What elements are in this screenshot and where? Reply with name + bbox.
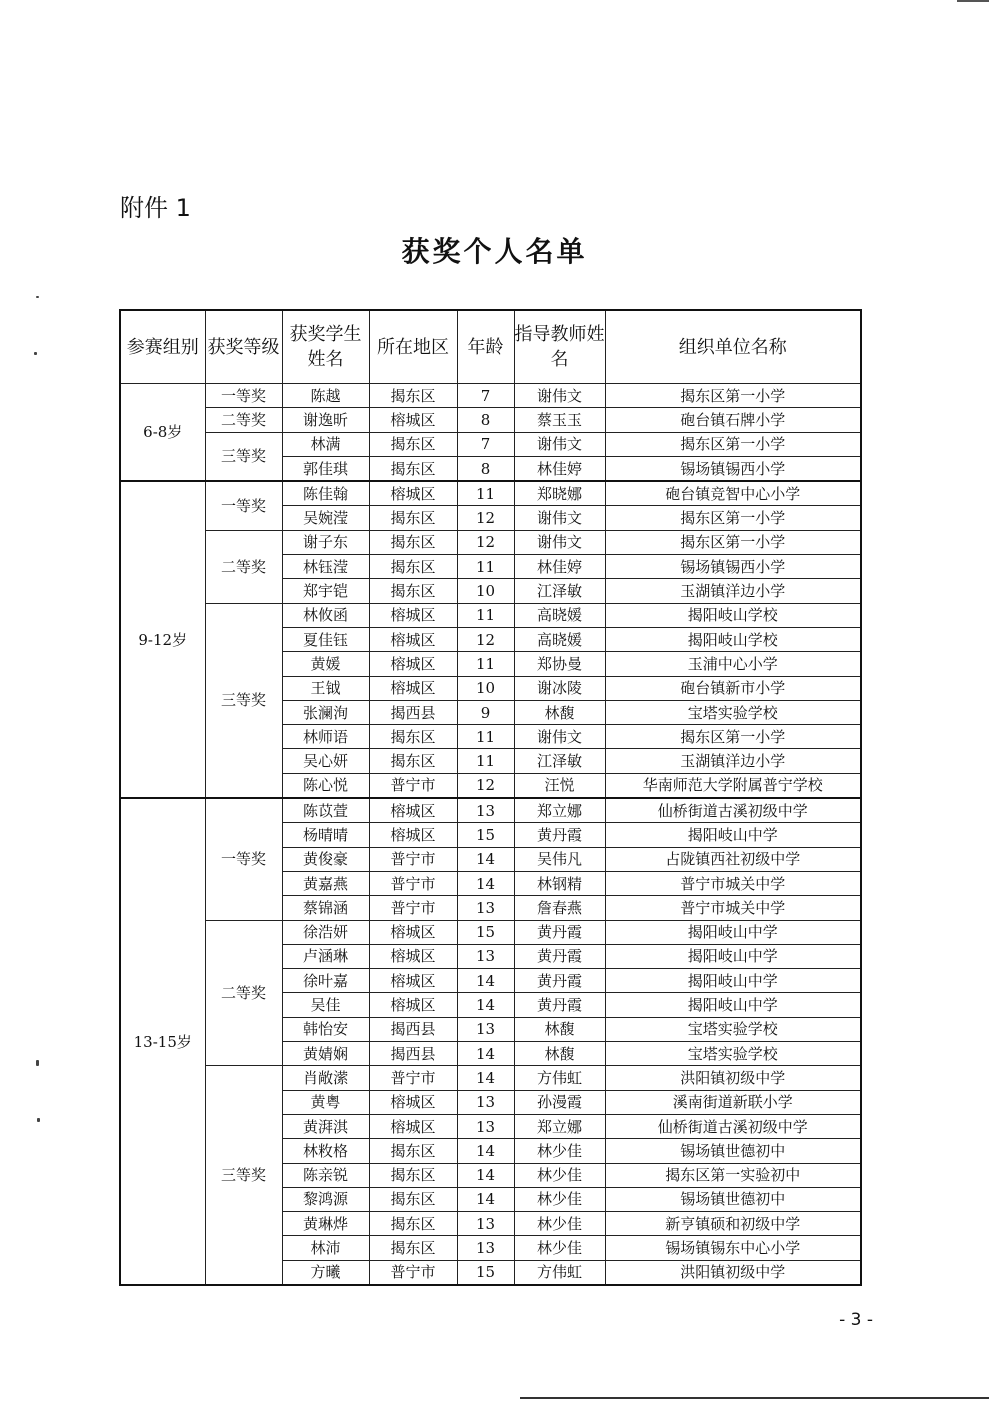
org-cell: 锡场镇世德初中: [605, 1187, 861, 1211]
student-cell: 林师语: [282, 725, 369, 749]
attachment-label: 附件 1: [120, 194, 191, 222]
teacher-cell: 方伟虹: [514, 1260, 605, 1285]
age-cell: 12: [457, 506, 514, 530]
teacher-cell: 谢伟文: [514, 432, 605, 456]
region-cell: 揭东区: [369, 579, 457, 603]
teacher-cell: 高晓媛: [514, 627, 605, 651]
age-cell: 11: [457, 555, 514, 579]
age-cell: 14: [457, 993, 514, 1017]
student-cell: 林攸函: [282, 603, 369, 627]
region-cell: 榕城区: [369, 823, 457, 847]
student-cell: 林沛: [282, 1236, 369, 1260]
student-cell: 黄琳烨: [282, 1212, 369, 1236]
teacher-cell: 江泽敏: [514, 579, 605, 603]
age-cell: 13: [457, 896, 514, 920]
org-cell: 玉湖镇洋边小学: [605, 579, 861, 603]
teacher-cell: 黄丹霞: [514, 944, 605, 968]
age-cell: 15: [457, 1260, 514, 1285]
org-cell: 砲台镇新市小学: [605, 676, 861, 700]
student-cell: 卢涵琳: [282, 944, 369, 968]
age-cell: 15: [457, 823, 514, 847]
level-cell: 二等奖: [205, 920, 282, 1066]
student-cell: 黄婧娴: [282, 1042, 369, 1066]
teacher-cell: 江泽敏: [514, 749, 605, 773]
region-cell: 揭东区: [369, 384, 457, 408]
age-cell: 11: [457, 749, 514, 773]
age-cell: 14: [457, 1187, 514, 1211]
level-cell: 三等奖: [205, 603, 282, 798]
scan-edge-bottom: [520, 1397, 989, 1399]
level-cell: 三等奖: [205, 1066, 282, 1285]
table-body: [120, 384, 861, 1285]
age-cell: 14: [457, 871, 514, 895]
level-cell: 一等奖: [205, 481, 282, 530]
page-title: 获奖个人名单: [401, 235, 588, 268]
region-cell: 揭东区: [369, 1139, 457, 1163]
age-cell: 10: [457, 579, 514, 603]
age-cell: 11: [457, 481, 514, 506]
region-cell: 榕城区: [369, 652, 457, 676]
org-cell: 揭东区第一小学: [605, 530, 861, 554]
table-row: [120, 408, 861, 432]
org-cell: 砲台镇石牌小学: [605, 408, 861, 432]
scan-speck: [37, 1118, 40, 1122]
org-cell: 华南师范大学附属普宁学校: [605, 773, 861, 798]
region-cell: 榕城区: [369, 627, 457, 651]
student-cell: 夏佳钰: [282, 627, 369, 651]
student-cell: 林满: [282, 432, 369, 456]
teacher-cell: 林馥: [514, 1017, 605, 1041]
org-cell: 揭东区第一小学: [605, 432, 861, 456]
table-row: [120, 603, 861, 627]
level-cell: 二等奖: [205, 408, 282, 432]
teacher-cell: 林佳婷: [514, 456, 605, 481]
age-cell: 13: [457, 1090, 514, 1114]
region-cell: 榕城区: [369, 676, 457, 700]
teacher-cell: 吴伟凡: [514, 847, 605, 871]
header-row: [120, 310, 861, 384]
student-cell: 林钰滢: [282, 555, 369, 579]
header-org: 组织单位名称: [605, 310, 861, 384]
region-cell: 揭西县: [369, 1017, 457, 1041]
student-cell: 吴心妍: [282, 749, 369, 773]
teacher-cell: 林钢精: [514, 871, 605, 895]
region-cell: 普宁市: [369, 1260, 457, 1285]
region-cell: 揭西县: [369, 1042, 457, 1066]
region-cell: 揭东区: [369, 725, 457, 749]
student-cell: 陈苡萱: [282, 798, 369, 823]
teacher-cell: 林馥: [514, 1042, 605, 1066]
org-cell: 揭阳岐山学校: [605, 603, 861, 627]
teacher-cell: 郑晓娜: [514, 481, 605, 506]
region-cell: 揭西县: [369, 700, 457, 724]
header-group: 参赛组别: [120, 310, 205, 384]
region-cell: 榕城区: [369, 481, 457, 506]
region-cell: 揭东区: [369, 749, 457, 773]
header-region: 所在地区: [369, 310, 457, 384]
org-cell: 锡场镇世德初中: [605, 1139, 861, 1163]
age-cell: 12: [457, 627, 514, 651]
student-cell: 张澜洵: [282, 700, 369, 724]
teacher-cell: 郑立娜: [514, 798, 605, 823]
org-cell: 揭东区第一小学: [605, 384, 861, 408]
teacher-cell: 孙漫霞: [514, 1090, 605, 1114]
region-cell: 揭东区: [369, 1236, 457, 1260]
org-cell: 洪阳镇初级中学: [605, 1260, 861, 1285]
age-cell: 13: [457, 944, 514, 968]
region-cell: 揭东区: [369, 1163, 457, 1187]
student-cell: 陈佳翰: [282, 481, 369, 506]
teacher-cell: 黄丹霞: [514, 993, 605, 1017]
group-cell: 6-8岁: [120, 384, 205, 482]
region-cell: 普宁市: [369, 773, 457, 798]
org-cell: 揭阳岐山中学: [605, 944, 861, 968]
org-cell: 占陇镇西社初级中学: [605, 847, 861, 871]
student-cell: 吴佳: [282, 993, 369, 1017]
region-cell: 揭东区: [369, 1212, 457, 1236]
teacher-cell: 郑协曼: [514, 652, 605, 676]
teacher-cell: 郑立娜: [514, 1114, 605, 1138]
region-cell: 榕城区: [369, 1090, 457, 1114]
region-cell: 榕城区: [369, 798, 457, 823]
header-teacher: 指导教师姓名: [514, 310, 605, 384]
group-cell: 13-15岁: [120, 798, 205, 1285]
teacher-cell: 谢伟文: [514, 530, 605, 554]
student-cell: 吴婉滢: [282, 506, 369, 530]
age-cell: 11: [457, 652, 514, 676]
level-cell: 一等奖: [205, 384, 282, 408]
teacher-cell: 谢冰陵: [514, 676, 605, 700]
age-cell: 13: [457, 1114, 514, 1138]
level-cell: 一等奖: [205, 798, 282, 920]
age-cell: 13: [457, 798, 514, 823]
org-cell: 揭阳岐山中学: [605, 993, 861, 1017]
student-cell: 黄粤: [282, 1090, 369, 1114]
student-cell: 黄嘉燕: [282, 871, 369, 895]
region-cell: 榕城区: [369, 920, 457, 944]
teacher-cell: 林少佳: [514, 1163, 605, 1187]
region-cell: 揭东区: [369, 456, 457, 481]
student-cell: 黄湃淇: [282, 1114, 369, 1138]
region-cell: 普宁市: [369, 1066, 457, 1090]
org-cell: 揭阳岐山中学: [605, 823, 861, 847]
age-cell: 14: [457, 969, 514, 993]
teacher-cell: 黄丹霞: [514, 823, 605, 847]
student-cell: 谢逸昕: [282, 408, 369, 432]
org-cell: 仙桥街道古溪初级中学: [605, 1114, 861, 1138]
age-cell: 14: [457, 1042, 514, 1066]
teacher-cell: 谢伟文: [514, 725, 605, 749]
age-cell: 12: [457, 530, 514, 554]
age-cell: 11: [457, 603, 514, 627]
student-cell: 黎鸿源: [282, 1187, 369, 1211]
org-cell: 锡场镇锡东中心小学: [605, 1236, 861, 1260]
table-row: [120, 798, 861, 823]
page-number: - 3 -: [839, 1310, 873, 1330]
age-cell: 13: [457, 1212, 514, 1236]
age-cell: 14: [457, 847, 514, 871]
age-cell: 8: [457, 408, 514, 432]
org-cell: 宝塔实验学校: [605, 1017, 861, 1041]
region-cell: 普宁市: [369, 871, 457, 895]
teacher-cell: 林少佳: [514, 1187, 605, 1211]
student-cell: 陈越: [282, 384, 369, 408]
region-cell: 揭东区: [369, 1187, 457, 1211]
teacher-cell: 林少佳: [514, 1236, 605, 1260]
org-cell: 宝塔实验学校: [605, 700, 861, 724]
student-cell: 杨晴晴: [282, 823, 369, 847]
teacher-cell: 方伟虹: [514, 1066, 605, 1090]
region-cell: 榕城区: [369, 944, 457, 968]
age-cell: 13: [457, 1017, 514, 1041]
teacher-cell: 谢伟文: [514, 506, 605, 530]
student-cell: 韩怡安: [282, 1017, 369, 1041]
teacher-cell: 詹春燕: [514, 896, 605, 920]
student-cell: 徐叶嘉: [282, 969, 369, 993]
teacher-cell: 林馥: [514, 700, 605, 724]
student-cell: 林敉格: [282, 1139, 369, 1163]
region-cell: 榕城区: [369, 1114, 457, 1138]
teacher-cell: 汪悦: [514, 773, 605, 798]
teacher-cell: 谢伟文: [514, 384, 605, 408]
teacher-cell: 高晓媛: [514, 603, 605, 627]
org-cell: 洪阳镇初级中学: [605, 1066, 861, 1090]
teacher-cell: 黄丹霞: [514, 920, 605, 944]
region-cell: 榕城区: [369, 603, 457, 627]
org-cell: 普宁市城关中学: [605, 871, 861, 895]
region-cell: 揭东区: [369, 432, 457, 456]
scan-speck: [36, 296, 39, 298]
teacher-cell: 林少佳: [514, 1212, 605, 1236]
scan-speck: [36, 1060, 39, 1066]
header-student: 获奖学生姓名: [282, 310, 369, 384]
table-row: [120, 920, 861, 944]
region-cell: 榕城区: [369, 969, 457, 993]
age-cell: 7: [457, 432, 514, 456]
table-row: [120, 432, 861, 456]
age-cell: 14: [457, 1163, 514, 1187]
student-cell: 陈心悦: [282, 773, 369, 798]
header-age: 年龄: [457, 310, 514, 384]
age-cell: 15: [457, 920, 514, 944]
teacher-cell: 林佳婷: [514, 555, 605, 579]
org-cell: 揭阳岐山中学: [605, 920, 861, 944]
org-cell: 新亨镇硕和初级中学: [605, 1212, 861, 1236]
age-cell: 7: [457, 384, 514, 408]
student-cell: 谢子东: [282, 530, 369, 554]
table-row: [120, 1066, 861, 1090]
region-cell: 揭东区: [369, 506, 457, 530]
level-cell: 三等奖: [205, 432, 282, 481]
org-cell: 玉浦中心小学: [605, 652, 861, 676]
student-cell: 方曦: [282, 1260, 369, 1285]
org-cell: 宝塔实验学校: [605, 1042, 861, 1066]
student-cell: 黄媛: [282, 652, 369, 676]
region-cell: 普宁市: [369, 896, 457, 920]
age-cell: 11: [457, 725, 514, 749]
level-cell: 二等奖: [205, 530, 282, 603]
student-cell: 徐浩妍: [282, 920, 369, 944]
age-cell: 14: [457, 1066, 514, 1090]
student-cell: 陈亲锐: [282, 1163, 369, 1187]
region-cell: 榕城区: [369, 408, 457, 432]
org-cell: 玉湖镇洋边小学: [605, 749, 861, 773]
org-cell: 溪南街道新联小学: [605, 1090, 861, 1114]
age-cell: 13: [457, 1236, 514, 1260]
scan-speck: [34, 352, 37, 355]
region-cell: 揭东区: [369, 530, 457, 554]
org-cell: 揭阳岐山中学: [605, 969, 861, 993]
org-cell: 揭阳岐山学校: [605, 627, 861, 651]
student-cell: 郑宇铠: [282, 579, 369, 603]
age-cell: 10: [457, 676, 514, 700]
org-cell: 普宁市城关中学: [605, 896, 861, 920]
region-cell: 普宁市: [369, 847, 457, 871]
region-cell: 揭东区: [369, 555, 457, 579]
org-cell: 锡场镇锡西小学: [605, 555, 861, 579]
teacher-cell: 黄丹霞: [514, 969, 605, 993]
student-cell: 郭佳琪: [282, 456, 369, 481]
teacher-cell: 林少佳: [514, 1139, 605, 1163]
award-table: [119, 309, 862, 1286]
student-cell: 肖敞潆: [282, 1066, 369, 1090]
student-cell: 王钺: [282, 676, 369, 700]
age-cell: 12: [457, 773, 514, 798]
group-cell: 9-12岁: [120, 481, 205, 798]
header-level: 获奖等级: [205, 310, 282, 384]
org-cell: 揭东区第一实验初中: [605, 1163, 861, 1187]
org-cell: 锡场镇锡西小学: [605, 456, 861, 481]
student-cell: 黄俊豪: [282, 847, 369, 871]
teacher-cell: 蔡玉玉: [514, 408, 605, 432]
region-cell: 榕城区: [369, 993, 457, 1017]
age-cell: 14: [457, 1139, 514, 1163]
scan-edge-top: [957, 0, 989, 2]
student-cell: 蔡锦涵: [282, 896, 369, 920]
org-cell: 砲台镇竞智中心小学: [605, 481, 861, 506]
table-row: [120, 384, 861, 408]
org-cell: 揭东区第一小学: [605, 725, 861, 749]
table-row: [120, 530, 861, 554]
org-cell: 仙桥街道古溪初级中学: [605, 798, 861, 823]
table-row: [120, 481, 861, 506]
org-cell: 揭东区第一小学: [605, 506, 861, 530]
age-cell: 8: [457, 456, 514, 481]
age-cell: 9: [457, 700, 514, 724]
